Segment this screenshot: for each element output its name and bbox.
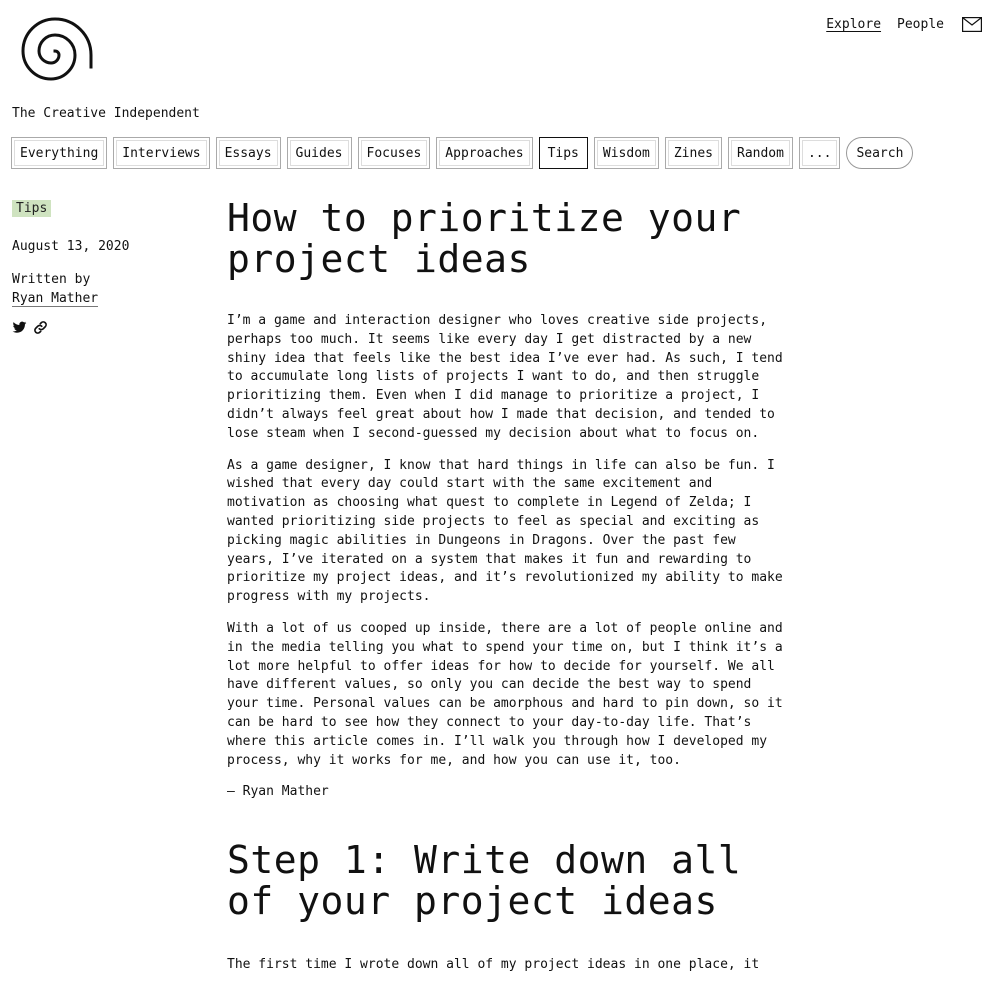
tab-zines[interactable]: Zines — [665, 137, 722, 169]
link-icon[interactable] — [33, 320, 48, 339]
article-paragraph: With a lot of us cooped up inside, there are a lot of people online and in the media telling you what to spend your time on, but I think it’s a lot more helpful to offer ideas for how to decide for yourself. We all have different values, so only you can decide the best way to spend your time. Personal values can be amorphous and hard to pin down, so it can be hard to see how they connect to your day-to-day life. That’s where this article comes in. I’ll walk you through how I developed my process, why it works for me, and how you can use it, too. — [227, 620, 783, 768]
search-button[interactable]: Search — [846, 137, 913, 169]
tab-everything[interactable]: Everything — [11, 137, 107, 169]
category-tag[interactable]: Tips — [12, 200, 51, 217]
article-meta — [12, 200, 192, 339]
share-icons — [12, 320, 192, 339]
explore-link[interactable]: Explore — [826, 17, 882, 32]
twitter-icon[interactable] — [12, 320, 27, 339]
tab-random[interactable]: Random — [728, 137, 793, 169]
article-title: How to prioritize your project ideas — [227, 196, 742, 281]
tab-more[interactable]: ... — [799, 137, 840, 169]
top-navigation — [826, 17, 982, 32]
tab-essays[interactable]: Essays — [216, 137, 281, 169]
category-tabs — [11, 137, 913, 169]
author-link[interactable]: Ryan Mather — [12, 291, 99, 306]
site-name[interactable]: The Creative Independent — [12, 106, 200, 121]
tab-tips[interactable]: Tips — [539, 137, 588, 169]
article-signature: — Ryan Mather — [227, 784, 329, 800]
spiral-logo-icon[interactable] — [11, 11, 99, 91]
tab-interviews[interactable]: Interviews — [113, 137, 209, 169]
tab-focuses[interactable]: Focuses — [358, 137, 431, 169]
mail-icon[interactable] — [962, 17, 982, 32]
article-paragraph: As a game designer, I know that hard things in life can also be fun. I wished that every day could start with the same excitement and motivation as choosing what quest to complete in Legend of Zelda; I wanted prioritizing side projects to feel as special and exciting as picking magic abilities in Dungeons in Dragons. Over the past few years, I’ve iterated on a system that makes it fun and rewarding to prioritize my project ideas, and it’s revolutionized my ability to make progress with my projects. — [227, 457, 783, 605]
article — [227, 198, 787, 975]
tab-approaches[interactable]: Approaches — [436, 137, 532, 169]
publish-date: August 13, 2020 — [12, 239, 130, 254]
written-by-label: Written by — [12, 272, 91, 287]
byline — [12, 270, 192, 308]
article-paragraph: I’m a game and interaction designer who loves creative side projects, perhaps too much. It seems like every day I get distracted by a new shiny idea that feels like the best idea I’ve ever had. As such, I tend to accumulate long lists of projects I want to do, and then struggle prioritizing them. Even when I did manage to prioritize a project, I didn’t always feel great about how I made that decision, and tended to lose steam when I second-guessed my decision about what to focus on. — [227, 313, 783, 441]
tab-guides[interactable]: Guides — [287, 137, 352, 169]
article-paragraph: The first time I wrote down all of my project ideas in one place, it — [227, 957, 760, 973]
people-link[interactable]: People — [897, 17, 944, 32]
section-heading: Step 1: Write down all of your project ideas — [227, 838, 742, 924]
tab-wisdom[interactable]: Wisdom — [594, 137, 659, 169]
